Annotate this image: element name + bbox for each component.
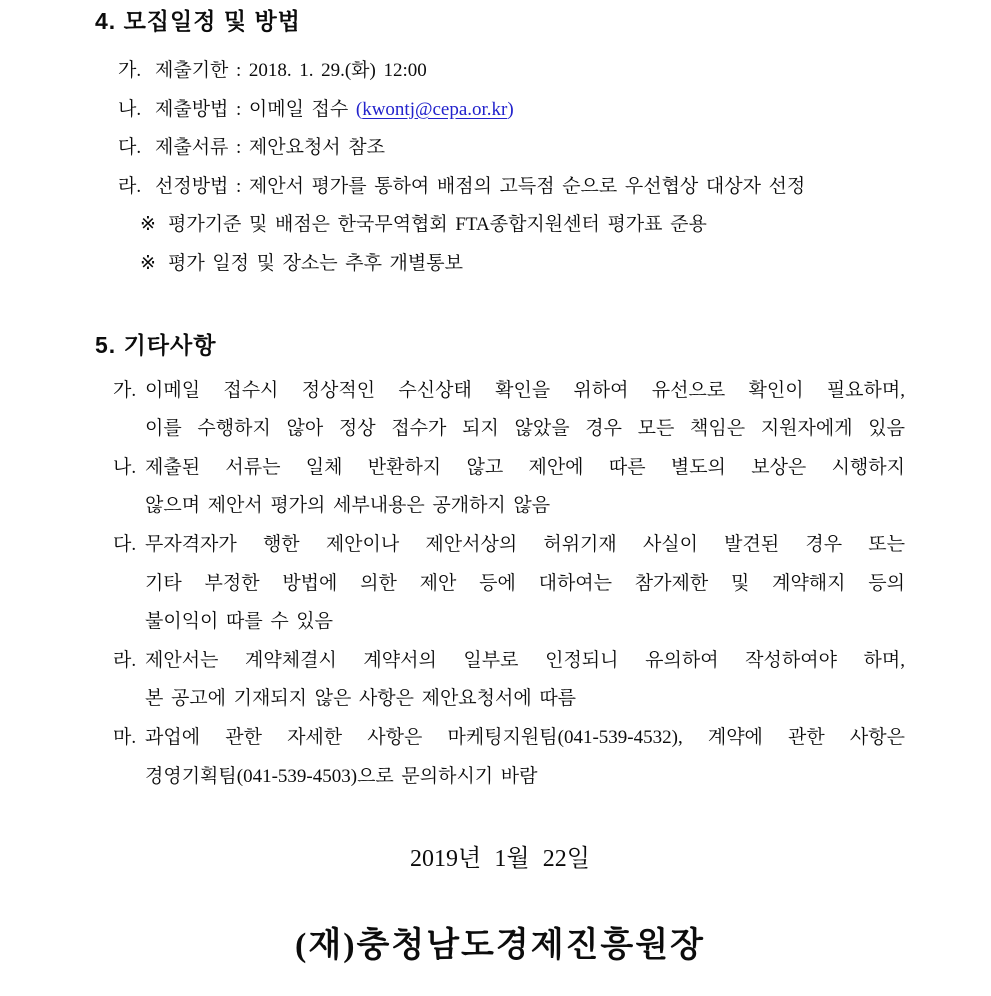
document-date: 2019년 1월 22일 <box>410 846 590 873</box>
text-line: 않으며 제안서 평가의 세부내용은 공개하지 않음 <box>145 495 551 517</box>
item-text <box>155 91 905 130</box>
text-line: 불이익이 따를 수 있음 <box>145 611 333 633</box>
email-paren-open: ( <box>355 98 363 120</box>
text-line: 이를 수행하지 않아 정상 접수가 되지 않았을 경우 모든 책임은 지원자에게 있음 <box>145 418 905 440</box>
note-evaluation-criteria <box>140 206 905 245</box>
text-line: 제출된 서류는 일체 반환하지 않고 제안에 따른 별도의 보상은 시행하지 <box>145 456 905 478</box>
item-label: 라. <box>118 175 142 197</box>
reference-mark-icon: ※ <box>140 252 156 274</box>
text-line: 무자격자가 행한 제안이나 제안서상의 허위기재 사실이 발견된 경우 또는 <box>145 533 905 555</box>
email-paren-close: ) <box>507 98 514 120</box>
item-label: 마. <box>113 726 137 748</box>
item-text <box>145 449 905 526</box>
list-item-submission-method <box>118 91 905 130</box>
item-text: 선정방법 : 제안서 평가를 통하여 배점의 고득점 순으로 우선협상 대상자 선정 <box>155 175 806 197</box>
note-text: 평가기준 및 배점은 한국무역협회 FTA종합지원센터 평가표 준용 <box>168 214 707 236</box>
text-line: 이메일 접수시 정상적인 수신상태 확인을 위하여 유선으로 확인이 필요하며, <box>145 379 905 401</box>
item-label: 나. <box>118 98 142 120</box>
item-label: 라. <box>113 649 137 671</box>
list-item-disqualification <box>113 526 905 642</box>
item-label: 가. <box>113 379 137 401</box>
item-label: 다. <box>113 533 137 555</box>
item-text <box>145 526 905 642</box>
item-text: 제출기한 : 2018. 1. 29.(화) 12:00 <box>155 60 427 81</box>
section-5-heading: 5. 기타사항 <box>95 331 217 358</box>
section-4-heading: 4. 모집일정 및 방법 <box>95 8 301 34</box>
list-item-no-return-no-compensation <box>113 449 905 526</box>
item-text <box>145 372 905 449</box>
list-item-email-receipt-check <box>113 372 905 449</box>
item-text <box>145 642 905 719</box>
item-text: 제출서류 : 제안요청서 참조 <box>155 137 385 159</box>
signature: (재)충청남도경제진흥원장 <box>295 927 705 965</box>
text-line: 본 공고에 기재되지 않은 사항은 제안요청서에 따름 <box>145 688 577 710</box>
reference-mark-icon: ※ <box>140 214 156 236</box>
list-item-selection-method <box>118 168 905 207</box>
item-text-before-link: 제출방법 : 이메일 접수 <box>155 98 356 120</box>
item-label: 다. <box>118 137 142 159</box>
list-item-contact-info <box>113 719 905 796</box>
list-item-submission-documents <box>118 129 905 168</box>
text-line: 기타 부정한 방법에 의한 제안 등에 대하여는 참가제한 및 계약해지 등의 <box>145 572 905 594</box>
text-line: 제안서는 계약체결시 계약서의 일부로 인정되니 유의하여 작성하여야 하며, <box>145 649 905 671</box>
item-label: 나. <box>113 456 137 478</box>
item-label: 가. <box>118 60 142 81</box>
list-item-submission-deadline <box>118 52 905 91</box>
item-text <box>145 719 905 796</box>
note-text: 평가 일정 및 장소는 추후 개별통보 <box>168 252 463 274</box>
text-line: 경영기획팀(041-539-4503)으로 문의하시기 바람 <box>145 765 538 787</box>
text-line: 과업에 관한 자세한 사항은 마케팅지원팀(041-539-4532), 계약에 관한 사항은 <box>145 726 905 748</box>
section-other-matters <box>95 330 905 797</box>
note-evaluation-schedule <box>140 245 905 284</box>
section-recruitment-schedule <box>95 6 905 284</box>
list-item-proposal-contract-part <box>113 642 905 719</box>
email-link[interactable]: kwontj@cepa.or.kr <box>362 98 508 120</box>
